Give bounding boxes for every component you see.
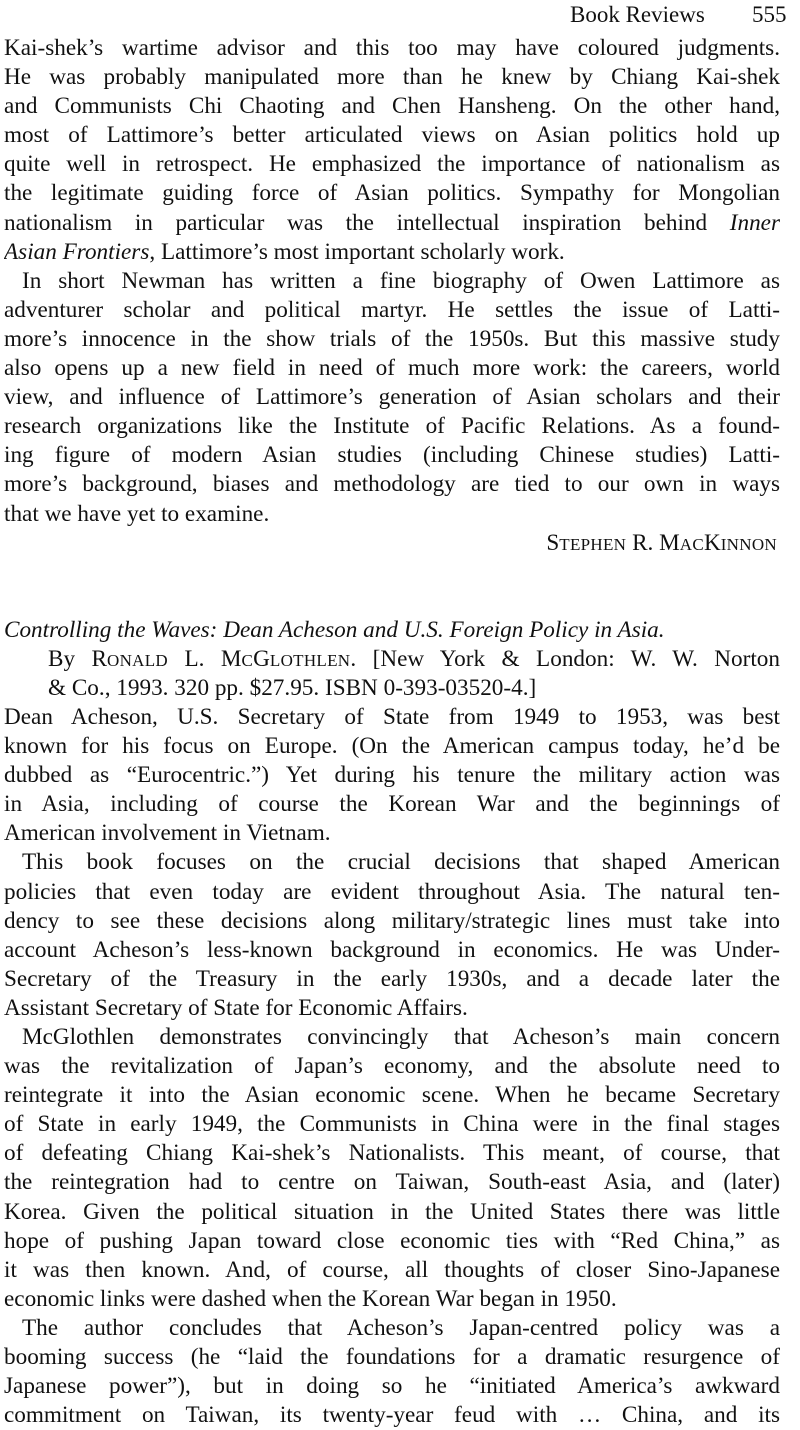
text-line: Japanese power”), but in doing so he “initiated America’s awkward: [4, 1373, 780, 1400]
text-line: of State in early 1949, the Communists in China were in the final stages: [4, 1111, 780, 1138]
text-line: that we have yet to examine.: [4, 500, 270, 527]
sc-cap: R: [91, 645, 107, 672]
text-line: more’s background, biases and methodology are tied to our own in ways: [4, 471, 780, 498]
text-line: policies that even today are evident throughout Asia. The natural ten-: [4, 878, 780, 905]
text-line: ing figure of modern Asian studies (including Chinese studies) Latti-: [4, 442, 780, 469]
text-span: , Lattimore’s most important scholarly work.: [149, 238, 565, 265]
sc-text: R.: [626, 529, 660, 556]
text-line: research organizations like the Institute of Pacific Relations. As a found-: [4, 413, 780, 440]
text-line: account Acheson’s less-known background in economics. He was Under-: [4, 936, 780, 963]
text-line: view, and influence of Lattimore’s generation of Asian scholars and their: [4, 384, 780, 411]
page-number: 555: [752, 2, 787, 27]
byline: [4, 645, 780, 674]
text-line: in Asia, including of course the Korean War and the beginnings of: [4, 791, 780, 818]
review-lattimore-conclusion: [4, 34, 780, 558]
text-line: hope of pushing Japan toward close economic ties with “Red China,” as: [4, 1227, 780, 1254]
text-line: dency to see these decisions along military/strategic lines must take into: [4, 907, 780, 934]
text-line: reintegrate it into the Asian economic scene. When he became Secretary: [4, 1082, 780, 1109]
text-line: quite well in retrospect. He emphasized the importance of nationalism as: [4, 151, 780, 178]
text-line: This book focuses on the crucial decisions that shaped American: [22, 849, 780, 876]
text-line: The author concludes that Acheson’s Japan-centred policy was a: [22, 1314, 780, 1341]
sc-cap: S: [546, 529, 560, 556]
text-line: Korea. Given the political situation in the United States there was little: [4, 1198, 780, 1225]
reviewer-signature: [4, 529, 780, 558]
book-title-inline: Asian Frontiers: [4, 238, 150, 265]
publication-info-line: & Co., 1993. 320 pp. $27.95. ISBN 0-393-03520-4.]: [48, 674, 537, 701]
book-title-inline: Inner: [729, 209, 780, 236]
text-line: also opens up a new field in need of much more work: the careers, world: [4, 355, 780, 382]
text-line: American involvement in Vietnam.: [4, 820, 331, 847]
page-body: [4, 34, 780, 1430]
sc-text: LOTHLEN: [269, 650, 351, 670]
text-line: and Communists Chi Chaoting and Chen Hansheng. On the other hand,: [4, 93, 780, 120]
text-line: booming success (he “laid the foundations for a dramatic resurgence of: [4, 1344, 780, 1371]
sc-cap: G: [253, 645, 270, 672]
text-line: economic links were dashed when the Korean War began in 1950.: [4, 1285, 617, 1312]
sc-cap: M: [659, 529, 680, 556]
sc-text: ONALD: [107, 650, 168, 670]
sc-text: C: [241, 650, 254, 670]
text-line: Secretary of the Treasury in the early 1930s, and a decade later the: [4, 965, 780, 992]
text-line: was the revitalization of Japan’s economy, and the absolute need to: [4, 1053, 780, 1080]
text-line: [4, 209, 780, 238]
text-line: In short Newman has written a fine biography of Owen Lattimore as: [22, 267, 780, 294]
text-line: dubbed as “Eurocentric.”) Yet during his tenure the military action was: [4, 762, 780, 789]
text-line: known for his focus on Europe. (On the American campus today, he’d be: [4, 733, 780, 760]
text-line: the reintegration had to centre on Taiwan, South-east Asia, and (later): [4, 1169, 780, 1196]
text-line: it was then known. And, of course, all thoughts of closer Sino-Japanese: [4, 1256, 780, 1283]
sc-cap: K: [703, 529, 721, 556]
text-line: He was probably manipulated more than he knew by Chiang Kai-shek: [4, 64, 780, 91]
text-line: Dean Acheson, U.S. Secretary of State from 1949 to 1953, was best: [4, 703, 780, 730]
text-span: By: [48, 645, 92, 672]
book-title-text: Controlling the Waves: Dean Acheson and U.S. Foreign Policy in Asia.: [4, 616, 665, 643]
text-line: commitment on Taiwan, its twenty-year feud with … China, and its: [4, 1402, 780, 1429]
text-line: adventurer scholar and political martyr. He settles the issue of Latti-: [4, 296, 780, 323]
text-line: the legitimate guiding force of Asian politics. Sympathy for Mongolian: [4, 180, 780, 207]
text-line: Assistant Secretary of State for Economic Affairs.: [4, 994, 468, 1021]
text-line: more’s innocence in the show trials of the 1950s. But this massive study: [4, 325, 780, 352]
publication-info: . [New York & London: W. W. Norton: [350, 645, 780, 672]
review-controlling-the-waves: [4, 616, 780, 1430]
section-spacer: [4, 558, 780, 616]
text-line: most of Lattimore’s better articulated views on Asian politics hold up: [4, 122, 780, 149]
text-span: nationalism in particular was the intellectual inspiration behind: [4, 209, 730, 236]
text-line: of defeating Chiang Kai-shek’s Nationalists. This meant, of course, that: [4, 1140, 780, 1167]
text-line: [4, 238, 780, 267]
book-title: [4, 616, 780, 645]
sc-text: TEPHEN: [559, 534, 627, 554]
text-line: McGlothlen demonstrates convincingly that Acheson’s main concern: [22, 1024, 780, 1050]
sc-cap: L. M: [168, 645, 242, 672]
sc-text: AC: [679, 534, 704, 554]
sc-text: INNON: [720, 534, 777, 554]
text-line: Kai-shek’s wartime advisor and this too may have coloured judgments.: [4, 35, 780, 61]
running-title: Book Reviews: [570, 2, 705, 27]
